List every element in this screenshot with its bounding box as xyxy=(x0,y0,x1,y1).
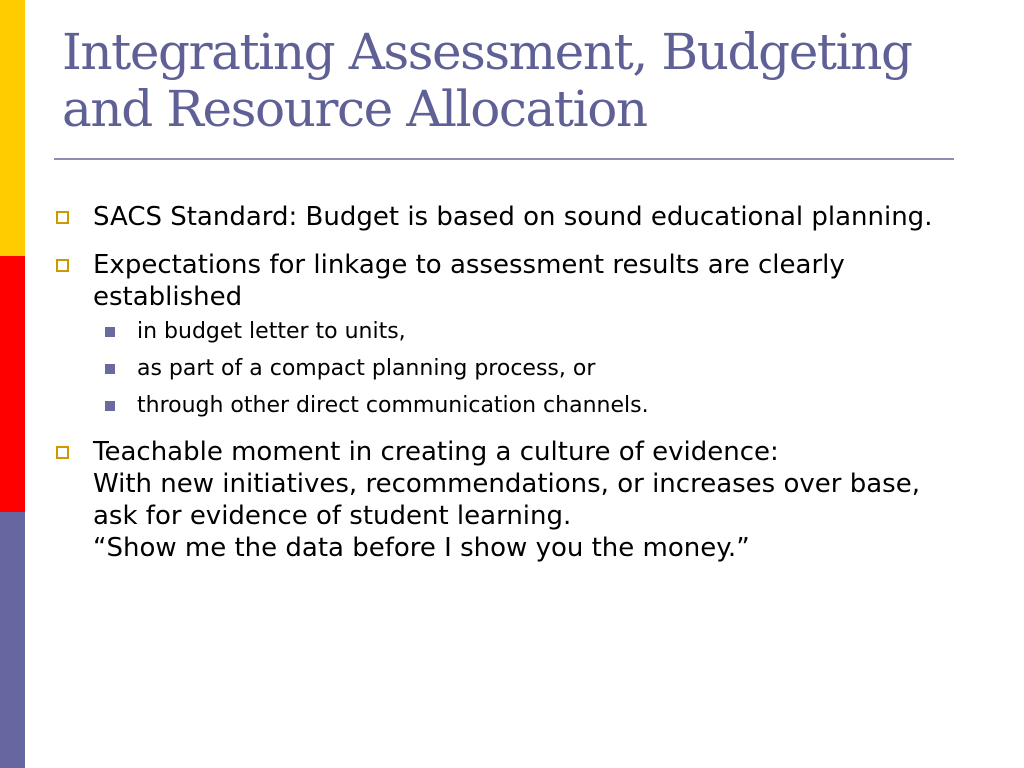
sub-bullet-text: in budget letter to units, xyxy=(137,319,406,344)
side-bar-yellow xyxy=(0,0,25,256)
slide-title-line-1: Integrating Assessment, Budgeting xyxy=(62,23,912,81)
filled-square-bullet-icon xyxy=(105,327,115,337)
bullet-text: Expectations for linkage to assessment results are clearly established xyxy=(93,250,845,312)
sub-bullet-text: as part of a compact planning process, or xyxy=(137,356,596,381)
filled-square-bullet-icon xyxy=(105,401,115,411)
slide-title-line-2: and Resource Allocation xyxy=(62,80,647,138)
sub-bullet-item xyxy=(101,391,936,420)
side-bar-purple xyxy=(0,512,25,768)
hollow-square-bullet-icon xyxy=(56,211,69,224)
hollow-square-bullet-icon xyxy=(56,259,69,272)
bullet-text: SACS Standard: Budget is based on sound educational planning. xyxy=(93,202,933,232)
sub-bullet-item xyxy=(101,354,936,383)
sub-bullet-text: through other direct communication channels. xyxy=(137,393,649,418)
bullet-item-expectations xyxy=(56,249,936,420)
bullet-text-quote: “Show me the data before I show you the money.” xyxy=(93,533,750,563)
filled-square-bullet-icon xyxy=(105,364,115,374)
hollow-square-bullet-icon xyxy=(56,446,69,459)
bullet-item-teachable-moment xyxy=(56,436,936,564)
sub-bullet-list xyxy=(101,317,936,420)
title-underline xyxy=(54,158,954,160)
bullet-list xyxy=(56,201,936,564)
sub-bullet-item xyxy=(101,317,936,346)
bullet-text: Teachable moment in creating a culture of evidence: xyxy=(93,437,779,467)
bullet-text-continuation: With new initiatives, recommendations, or increases over base, ask for evidence of student learning. xyxy=(93,469,920,531)
bullet-item-sacs-standard xyxy=(56,201,936,233)
side-bar-red xyxy=(0,256,25,512)
slide-title xyxy=(62,24,962,138)
